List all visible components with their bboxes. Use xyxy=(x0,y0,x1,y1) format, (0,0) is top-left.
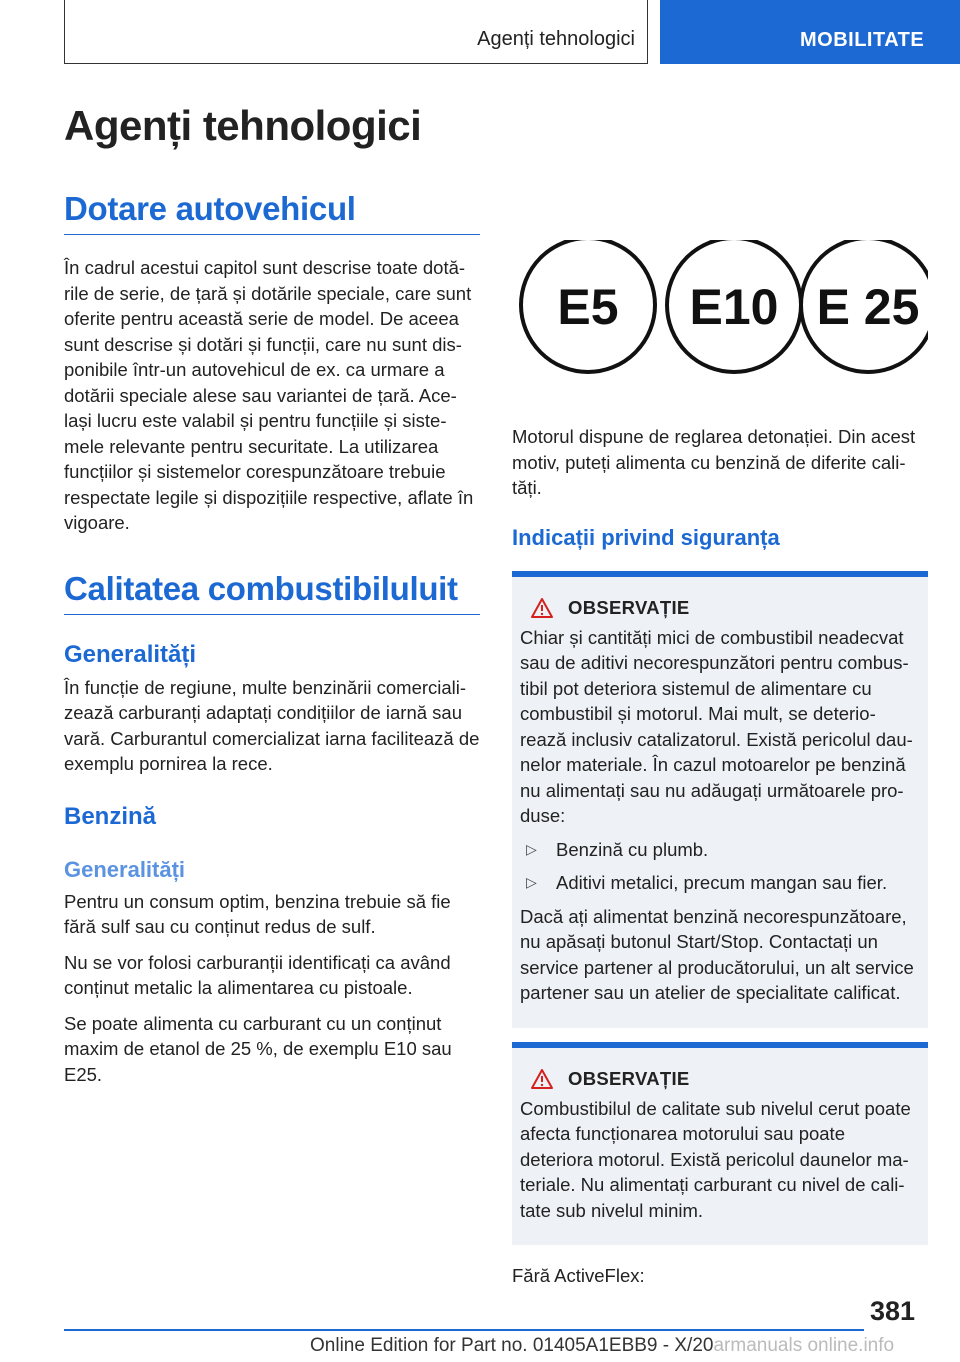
dotare-text: În cadrul acestui capitol sunt descrise toate dotă-rile de serie, de țară și dotările speciale, care sunt oferite pentru această serie de model. De aceea sunt descrise și dotări și funcții, care nu sunt dis-ponibile într-un autovehicul de ex. ca urmare a dotării speciale alese sau variantei de țară. Ace-lași lucru este valabil și pentru funcțiile și siste-mele relevante pentru securitate. La utilizarea funcțiilor și sistemelor corespunzătoare trebuie respectate legile și dispozițiile respective, aflate în vigoare. xyxy=(64,257,474,533)
footer-divider xyxy=(64,1329,864,1331)
page-number: 381 xyxy=(870,1296,916,1326)
heading-safety: Indicații privind siguranța xyxy=(512,524,780,550)
page-title: Agenți tehnologici xyxy=(64,102,422,149)
warning-1-bullet-2: Aditivi metalici, precum mangan sau fier. xyxy=(556,872,888,893)
benzina-p2: Nu se vor folosi carburanții identificați ca având conținut metalic la alimentarea cu pistoale. xyxy=(64,951,451,998)
fuel-label-e25: E 25 xyxy=(816,279,920,335)
warning-1-bullet-1: Benzină cu plumb. xyxy=(556,838,709,860)
warning-2-text: Combustibilul de calitate sub nivelul cerut poate afecta funcționarea motorului sau poate deteriora motorul. Există pericolul daunelor ma-teriale. Nu alimentați carburant cu nivel de cali-tate sub nivelul minim. xyxy=(520,1097,911,1221)
fara-activeflex-text: Fără ActiveFlex: xyxy=(512,1265,645,1286)
warning-1-title: OBSERVAȚIE xyxy=(568,596,690,618)
list-item xyxy=(526,870,920,896)
motor-text: Motorul dispune de reglarea detonației. Din acest motiv, puteți alimenta cu benzină de diferite cali-tăți. xyxy=(512,426,916,498)
fuel-labels-image xyxy=(512,240,928,400)
warning-2-title: OBSERVAȚIE xyxy=(568,1067,690,1089)
list-item xyxy=(526,837,920,863)
bullet-triangle-icon: ▷ xyxy=(526,840,537,857)
warning-1-text-2: Dacă ați alimentat benzină necorespunzătoare, nu apăsați butonul Start/Stop. Contactați un service partener al producătorului, un alt service partener sau un atelier de specialitate calificat. xyxy=(520,905,914,1003)
heading-generalitati: Generalități xyxy=(64,640,197,668)
bullet-triangle-icon: ▷ xyxy=(526,874,537,890)
heading-calitatea: Calitatea combustibiluluit xyxy=(64,570,480,615)
warning-1-text: Chiar și cantități mici de combustibil neadecvat sau de aditivi necorespunzători pentru combus-tibil pot deteriora sistemul de alimentare cu combustibil și motorul. Mai mult, se deterio-rează inclusiv catalizatorul. Există pericolul dau-nelor materiale. În cazul motoarelor pe benzină nu alimentați sau nu adăugați următoarele pro-duse: xyxy=(520,626,913,826)
tab-mobilitate[interactable] xyxy=(660,0,960,64)
fuel-label-e10: E10 xyxy=(689,279,779,335)
header-section-box xyxy=(64,0,648,64)
warning-triangle-icon xyxy=(530,597,554,619)
left-column xyxy=(64,102,480,1087)
heading-benzina: Benzină xyxy=(64,802,157,830)
warning-box-2 xyxy=(512,1042,928,1246)
heading-benzina-generalitati: Generalități xyxy=(64,856,186,882)
warning-triangle-icon xyxy=(530,1068,554,1090)
footer-edition-text: Online Edition for Part no. 01405A1EBB9 - X/20 xyxy=(310,1335,714,1356)
header-section-title: Agenți tehnologici xyxy=(477,28,635,50)
benzina-p3: Se poate alimenta cu carburant cu un conținut maxim de etanol de 25 %, de exemplu E10 sau E25. xyxy=(64,1012,452,1085)
watermark: armanuals online.info xyxy=(713,1335,895,1356)
right-column xyxy=(512,240,928,1289)
tab-mobilitate-label: MOBILITATE xyxy=(800,29,925,51)
footer-edition xyxy=(310,1335,894,1357)
benzina-p1: Pentru un consum optim, benzina trebuie să fie fără sulf sau cu conținut redus de sulf. xyxy=(64,890,451,937)
warning-box-1 xyxy=(512,571,928,1028)
heading-dotare: Dotare autovehicul xyxy=(64,190,480,235)
generalitati-text: În funcție de regiune, multe benzinării comerciali-zează carburanți adaptați condițiilor de iarnă sau vară. Carburantul comercializat iarna facilitează de exemplu pornirea la rece. xyxy=(64,676,480,774)
fuel-label-e5: E5 xyxy=(557,279,619,335)
